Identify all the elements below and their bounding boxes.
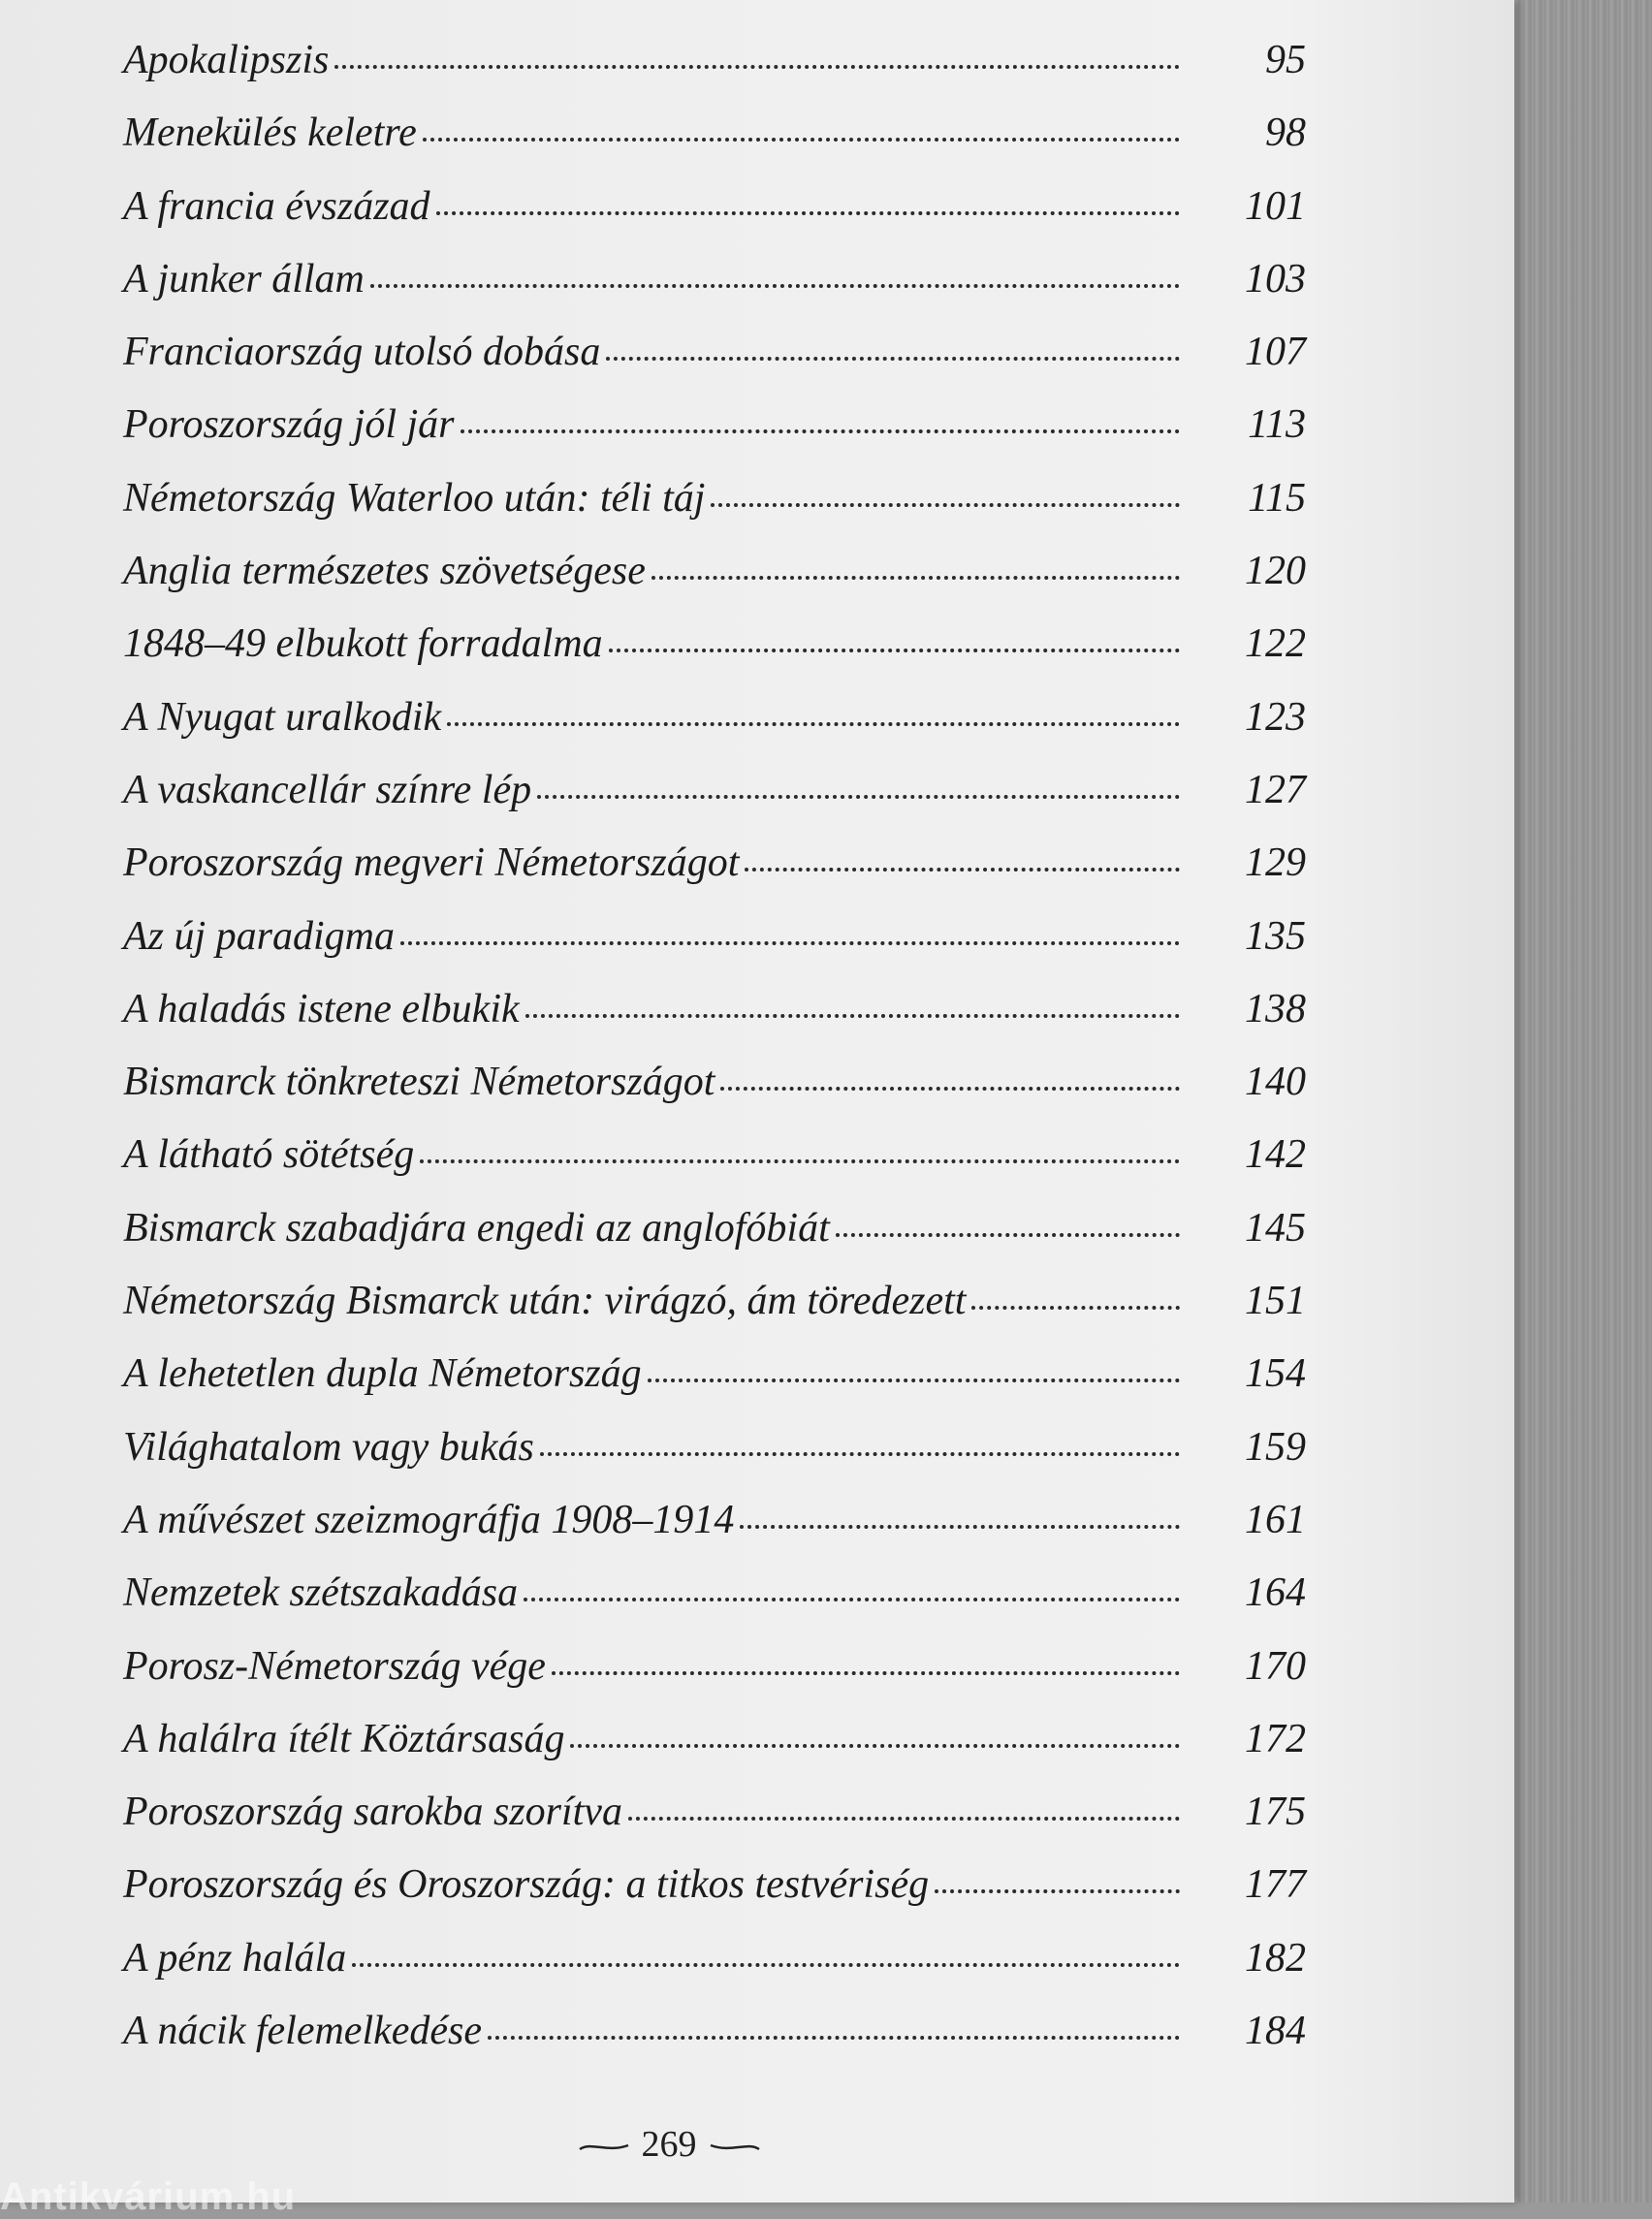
toc-entry xyxy=(123,1424,1306,1497)
toc-entry-page-number: 164 xyxy=(1245,1570,1306,1616)
toc-entry-page-number: 98 xyxy=(1265,111,1306,156)
toc-entry-page-number: 140 xyxy=(1245,1060,1306,1105)
toc-entry-title: Menekülés keletre xyxy=(123,111,417,156)
toc-entry xyxy=(123,620,1306,693)
dot-leader xyxy=(552,1671,1180,1675)
toc-entry-title: Franciaország utolsó dobása xyxy=(123,330,601,375)
toc-entry xyxy=(123,256,1306,329)
toc-entry xyxy=(123,329,1306,401)
toc-entry-title: A Nyugat uralkodik xyxy=(123,694,442,740)
dot-leader xyxy=(720,1087,1180,1091)
toc-entry-title: Németország Bismarck után: virágzó, ám töredezett xyxy=(123,1279,967,1324)
toc-entry-page-number: 115 xyxy=(1248,475,1306,521)
toc-entry-title: A vaskancellár színre lép xyxy=(123,767,532,812)
toc-entry-page-number: 184 xyxy=(1245,2009,1306,2054)
toc-entry xyxy=(123,475,1306,548)
toc-entry-page-number: 107 xyxy=(1245,330,1306,375)
toc-entry xyxy=(123,110,1306,182)
toc-entry-title: Apokalipszis xyxy=(123,38,330,82)
toc-entry-title: Németország Waterloo után: téli táj xyxy=(123,475,706,521)
toc-entry-page-number: 101 xyxy=(1245,183,1306,229)
dot-leader xyxy=(570,1744,1180,1748)
dot-leader xyxy=(447,722,1180,726)
toc-entry-title: Bismarck tönkreteszi Németországot xyxy=(123,1060,715,1105)
toc-entry xyxy=(123,1789,1306,1861)
toc-entry-title: Porosz-Németország vége xyxy=(123,1643,546,1689)
dot-leader xyxy=(334,65,1180,69)
toc-entry-page-number: 182 xyxy=(1245,1935,1306,1981)
toc-entry-title: Világhatalom vagy bukás xyxy=(123,1424,534,1470)
toc-entry-page-number: 120 xyxy=(1245,549,1306,594)
toc-entry xyxy=(123,37,1306,110)
toc-entry-title: A junker állam xyxy=(123,256,365,301)
right-swash-ornament xyxy=(709,2140,761,2155)
toc-entry-page-number: 113 xyxy=(1248,402,1306,448)
toc-entry-page-number: 129 xyxy=(1245,840,1306,886)
toc-entry-page-number: 159 xyxy=(1245,1424,1306,1470)
toc-entry-page-number: 175 xyxy=(1245,1790,1306,1835)
toc-entry xyxy=(123,986,1306,1059)
dot-leader xyxy=(370,284,1180,288)
toc-entry-title: Poroszország sarokba szorítva xyxy=(123,1790,622,1835)
toc-entry-title: A látható sötétség xyxy=(123,1132,415,1178)
toc-entry-page-number: 127 xyxy=(1245,767,1306,812)
toc-entry xyxy=(123,1278,1306,1350)
dot-leader xyxy=(488,2036,1180,2040)
toc-entry-title: Poroszország és Oroszország: a titkos testvériség xyxy=(123,1862,930,1908)
toc-entry-title: Bismarck szabadjára engedi az anglofóbiát xyxy=(123,1205,830,1251)
dot-leader xyxy=(400,941,1180,945)
dot-leader xyxy=(537,795,1180,799)
dot-leader xyxy=(423,138,1180,142)
toc-entry xyxy=(123,1569,1306,1642)
dot-leader xyxy=(352,1963,1180,1967)
toc-entry-page-number: 142 xyxy=(1245,1132,1306,1178)
toc-entry-page-number: 122 xyxy=(1245,621,1306,667)
dot-leader xyxy=(935,1889,1180,1893)
toc-entry-title: A francia évszázad xyxy=(123,183,430,229)
toc-entry-page-number: 123 xyxy=(1245,694,1306,740)
toc-entry xyxy=(123,913,1306,986)
toc-entry xyxy=(123,840,1306,912)
toc-entry-title: Nemzetek szétszakadása xyxy=(123,1570,519,1616)
toc-entry-title: A nácik felemelkedése xyxy=(123,2009,483,2054)
dot-leader xyxy=(628,1817,1180,1821)
toc-entry-page-number: 177 xyxy=(1245,1862,1306,1908)
dot-leader xyxy=(436,211,1180,215)
toc-entry-page-number: 154 xyxy=(1245,1351,1306,1397)
dot-leader xyxy=(525,1014,1180,1018)
toc-entry-title: Az új paradigma xyxy=(123,913,396,959)
dot-leader xyxy=(651,576,1180,580)
toc-entry-page-number: 103 xyxy=(1245,256,1306,301)
toc-entry xyxy=(123,183,1306,256)
dot-leader xyxy=(609,649,1180,652)
toc-entry xyxy=(123,1131,1306,1204)
toc-entry-title: Poroszország jól jár xyxy=(123,402,455,448)
dot-leader xyxy=(836,1233,1180,1237)
toc-entry xyxy=(123,1716,1306,1789)
toc-entry-title: 1848–49 elbukott forradalma xyxy=(123,621,603,667)
dot-leader xyxy=(740,1525,1180,1529)
toc-entry xyxy=(123,1935,1306,2008)
toc-entry-page-number: 170 xyxy=(1245,1643,1306,1689)
table-of-contents xyxy=(123,37,1306,2080)
toc-entry xyxy=(123,694,1306,767)
toc-entry xyxy=(123,1861,1306,1934)
toc-entry xyxy=(123,2008,1306,2080)
page-edge-background xyxy=(1512,0,1652,2203)
dot-leader xyxy=(971,1306,1180,1310)
page-number: 269 xyxy=(641,2124,697,2165)
toc-entry-page-number: 95 xyxy=(1265,38,1306,82)
toc-entry xyxy=(123,1205,1306,1278)
page-folio xyxy=(0,2123,1338,2166)
dot-leader xyxy=(648,1379,1180,1382)
toc-entry xyxy=(123,1350,1306,1423)
dot-leader xyxy=(461,429,1180,433)
toc-entry-title: A halálra ítélt Köztársaság xyxy=(123,1716,565,1761)
toc-entry-title: Poroszország megveri Németországot xyxy=(123,840,740,886)
toc-entry-page-number: 172 xyxy=(1245,1716,1306,1761)
dot-leader xyxy=(420,1159,1180,1163)
dot-leader xyxy=(524,1598,1180,1601)
toc-entry xyxy=(123,548,1306,620)
toc-entry-page-number: 161 xyxy=(1245,1497,1306,1542)
toc-entry-title: A lehetetlen dupla Németország xyxy=(123,1351,642,1397)
toc-entry-page-number: 145 xyxy=(1245,1205,1306,1251)
toc-entry-page-number: 151 xyxy=(1245,1279,1306,1324)
dot-leader xyxy=(745,868,1180,872)
toc-entry-title: A haladás istene elbukik xyxy=(123,986,520,1031)
dot-leader xyxy=(606,357,1180,361)
toc-entry xyxy=(123,1059,1306,1131)
toc-entry xyxy=(123,401,1306,474)
dot-leader xyxy=(711,503,1180,507)
toc-entry-title: A pénz halála xyxy=(123,1935,347,1981)
dot-leader xyxy=(540,1452,1180,1456)
toc-entry-title: A művészet szeizmográfja 1908–1914 xyxy=(123,1497,735,1542)
toc-entry xyxy=(123,1497,1306,1569)
toc-entry xyxy=(123,767,1306,840)
left-swash-ornament xyxy=(578,2140,630,2155)
toc-entry xyxy=(123,1643,1306,1716)
toc-entry-page-number: 138 xyxy=(1245,986,1306,1031)
toc-entry-title: Anglia természetes szövetségese xyxy=(123,549,646,594)
toc-entry-page-number: 135 xyxy=(1245,913,1306,959)
watermark: Antikvárium.hu xyxy=(0,2175,297,2218)
